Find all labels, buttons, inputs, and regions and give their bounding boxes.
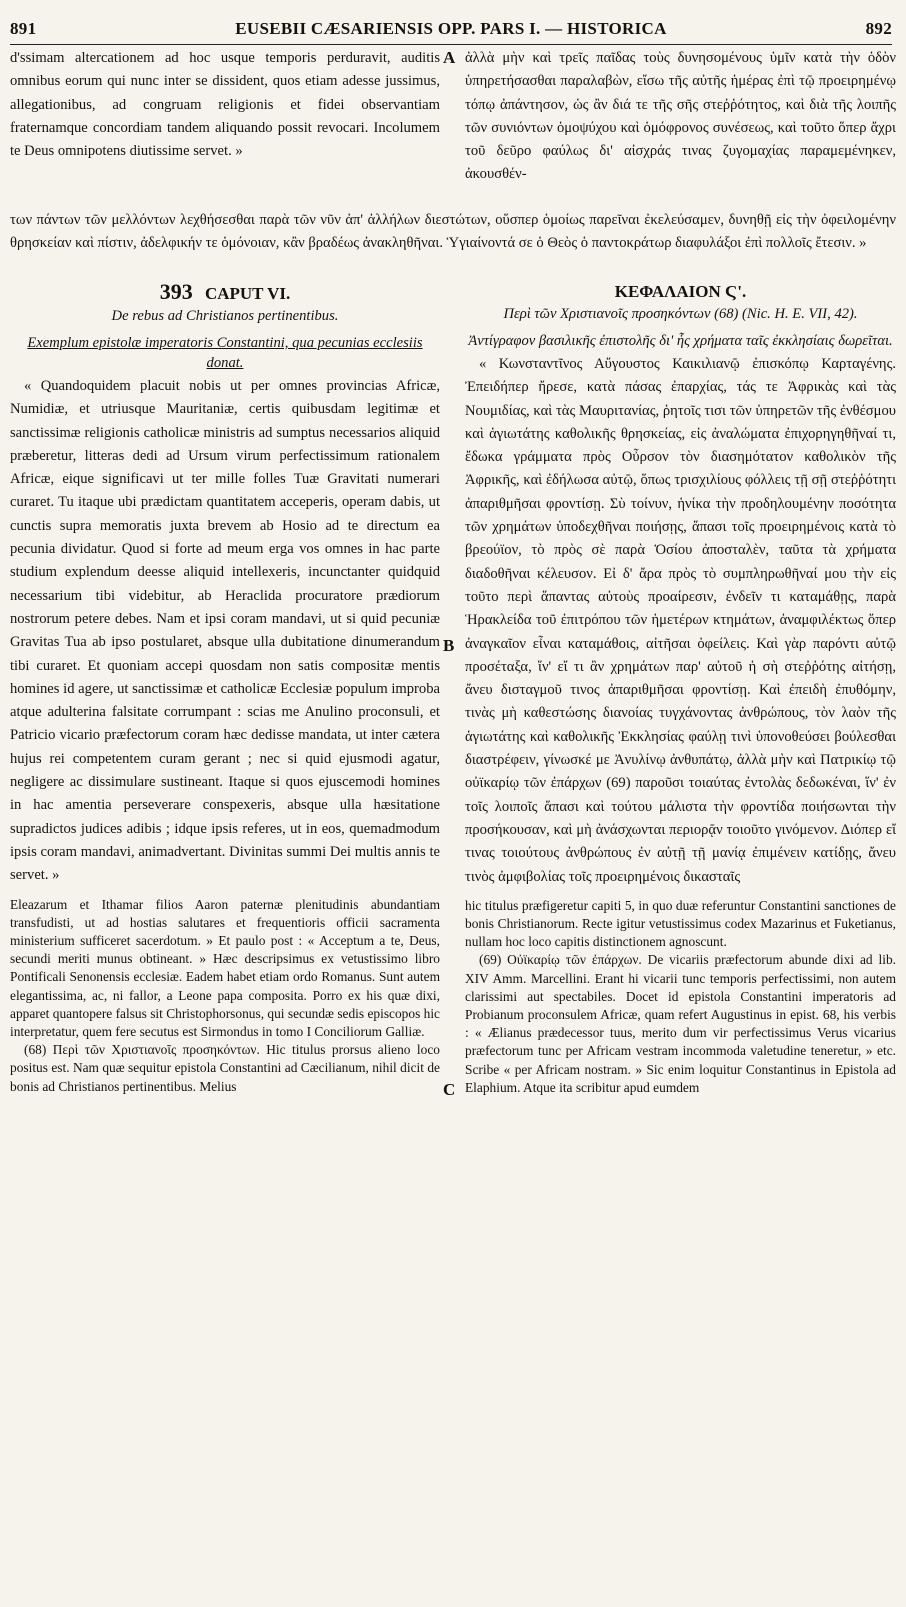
greek-continuation-text: ἀλλὰ μὴν καὶ τρεῖς παῖδας τοὺς δυνησομένους ὑμῖν κατὰ τὴν ὁδὸν ὑπηρετήσασθαι παραλαβὼν, εἴσω τῆς αὐτῆς ἡμέρας ἐπὶ τῷ προειρημένῳ τόπῳ ἀπάντησον, ὡς ἂν διά τε τῆς σῆς στεῤῥότητος, καὶ διὰ τῆς λοιπῆς τῶν συνιόντων ὁμοψύχου καὶ ὁμόφρονος συνέσεως, καὶ τοῦτο ὅπερ ἄχρι τοῦ δεῦρο φαύλως δι' αἰσχράς τινας ζυγομαχίας παραμεμένηκεν, ἀκουσθέν- xyxy=(465,50,896,183)
greek-column xyxy=(465,280,896,1097)
greek-chapter-heading: ΚΕΦΑΛΑΙΟΝ Ϛ'. xyxy=(614,282,747,301)
running-header xyxy=(10,14,892,45)
latin-chapter-heading xyxy=(10,280,440,306)
running-title: EUSEBII CÆSARIENSIS OPP. PARS I. — HISTORICA xyxy=(235,19,667,38)
latin-epistle-paragraph: « Quandoquidem placuit nobis ut per omnes provincias Africæ, Numidiæ, et utriusque Mauritaniæ, certis quibusdam legitimæ et sanctissimæ religionis catholicæ ministris ad sumptus necessarios aliquid præberetur, litteras dedi ad Ursum virum perfectissimum rationalem Africæ, eique significavi ut ter mille folles Tuæ Gravitati numerari curaret. Tu itaque ubi prædictam quantitatem acceperis, operam dabis, ut cunctis supra memoratis juxta brevem ab Hosio ad te directum ea pecunia dividatur. Quod si forte ad meum erga vos omnes in hac parte studium explendum deesse aliquid intellexeris, incunctanter quidquid necessarium tibi videbitur, ab Heraclida procuratore prædiorum nostrorum petere debes. Nam et ipsi coram mandavi, ut si quid pecuniæ Gravitas Tua ab ipso postularet, absque ulla dubitatione dinumerandum tibi curaret. Et quoniam accepi quosdam non satis compositæ mentis homines id agere, ut sanctissimæ et catholicæ Ecclesiæ populum improba atque adulterina falsitate corrumpant : scias me Anulino proconsuli, et Patricio vicario præfectorum coram hæc dedisse mandata, ut inter cætera hujus rei competentem curam gerant ; nec si quid ejusmodi agatur, negligere ac dissimulare sustineant. Itaque si quos ejuscemodi homines in hac amentia perseverare conspexeris, absque ulla hæsitatione supradictos judices adibis ; idque ipsis referes, ut in eos, quemadmodum ipsis coram mandavi, animadvertant. Divinitas summi Dei multis annis te servet. » xyxy=(10,378,440,884)
greek-chapter-subtitle: Περὶ τῶν Χριστιανοῖς προσηκόντων (68) (Nic. H. E. VII, 42). xyxy=(503,306,858,322)
page-number-right: 892 xyxy=(865,19,892,38)
footnote-paragraph: Eleazarum et Ithamar filios Aaron paternæ plenitudinis abundantiam transfudisti, ut ad hostias salutares et frequentioris officii sacramenta ministerium sufficeret sacerdotum. » Et paulo post : « Acceptum a te, Deus, secundi meriti munus obtineant. » Hæc descripsimus ex vetustissimo libro Pontificali Senonensis ecclesiæ. Eadem habet etiam ordo Romanus. Sunt autem elegantissima, ac, ni fallor, a Leone papa composita. Porro ex his quæ dixi, apparet quantopere falsus sit Christophorsonus, qui secundæ sedis episcopos hic interpretatur, quem fere secutus est Sirmondus in tomo I Conciliorum Galliæ. xyxy=(10,896,440,1039)
latin-chapter-subtitle: De rebus ad Christianos pertinentibus. xyxy=(111,308,339,324)
latin-continuation xyxy=(10,47,440,163)
latin-chapter-title: CAPUT VI. xyxy=(204,284,291,303)
footnote-paragraph: (69) Οὐϊκαρίῳ τῶν ἐπάρχων. De vicariis præfectorum abunde dixi ad lib. XIV Amm. Marcellini. Erant hi vicarii tunc temporis perfectissimi, non autem clarissimi aut spectabiles. Docet id epistola Constantini imperatoris ad Probianum proconsulem Africæ, quam refert Augustinus in epist. 68, his verbis : « Ælianus prædecessor tuus, merito dum vir perfectissimus Verus vicarius præfectorum tunc per Africam vestram incommoda valetudine teneretur, » etc. Scribe « per Africam nostram. » Sic enim loquitur Constantinus in Epistola ad Elaphium. Atque ita scribitur apud eumdem xyxy=(465,952,896,1095)
footnote-paragraph: hic titulus præfigeretur capiti 5, in quo duæ referuntur Constantini sanctiones de bonis Christianorum. Recte igitur vetustissimus codex Mazarinus et Fuketianus, nullam hoc loco capitis distinctionem agnoscunt. xyxy=(465,897,896,950)
greek-epistle-paragraph: « Κωνσταντῖνος Αὔγουστος Καικιλιανῷ ἐπισκόπῳ Καρταγένης. Ἐπειδήπερ ἤρεσε, κατὰ πάσας ἐπαρχίας, τάς τε Ἀφρικὰς καὶ τὰς Νουμιδίας, καὶ τὰς Μαυριτανίας, ῥητοῖς τισι τῶν ὑπηρετῶν τῆς ἐνθέσμου καὶ ἁγιωτάτης καθολικῆς θρησκείας, εἰς ἀναλώματα ἐπιχορηγηθῆναί τι, ἔδωκα γράμματα πρὸς Οὖρσον τὸν διασημότατον καθολικὸν τῆς Ἀφρικῆς, καὶ ἐδήλωσα αὐτῷ, ὅπως τρισχιλίους φόλλεις τῇ σῇ στεῤῥότητι ἀπαριθμῆσαι φροντίσῃ. Σὺ τοίνυν, ἡνίκα τὴν προδηλουμένην ποσότητα τῶν χρημάτων ὑποδεχθῆναι ποιήσῃς, ἅπασι τοῖς προειρημένοις κατὰ τὸ βρεούϊον, τὸ πρὸς σὲ παρὰ Ὁσίου ἀποσταλὲν, ταῦτα τὰ χρήματα διαδοθῆναι κέλευσον. Εἰ δ' ἄρα πρὸς τὸ συμπληρωθῆναί μου τὴν εἰς τοῦτο περὶ ἅπαντας αὐτοὺς προαίρεσιν, ἐνδεῖν τι καταμάθῃς, παρὰ Ἡρακλείδα τοῦ ἐπιτρόπου τῶν ἡμετέρων κτημάτων, ἀναμφιλέκτως ὅπερ ἀναγκαῖον εἶναι καταμάθοις, αἰτῆσαι ὀφείλεις. Καὶ γὰρ παρόντι αὐτῷ προσέταξα, ἵν' εἴ τι ἂν χρημάτων παρ' αὐτοῦ ἡ σὴ στεῤῥότης αἰτήσῃ, ἄνευ δισταγμοῦ τινος ἀπαριθμῆσαι φροντίσῃ. Καὶ ἐπειδὴ ἐπυθόμην, τινὰς μὴ καθεστώσης διανοίας τυγχάνοντας ἀνθρώπους, τὸν λαὸν τῆς ἁγιωτάτης καὶ καθολικῆς Ἐκκλησίας φαύλῃ τινὶ ὑπονοθεύσει βούλεσθαι διαστρέφειν, γίνωσκέ με Ἀνυλίνῳ ἀνθυπάτῳ, ἀλλὰ μὴν καὶ Πατρικίῳ τῷ οὐϊκαρίῳ τῶν ἐπάρχων (69) παροῦσι τοιαύτας ἐντολὰς δεδωκέναι, ἵν' ἐν τοῖς λοιποῖς ἅπασι καὶ τούτου μάλιστα τὴν φροντίδα ποιήσωνται τὴν προσήκουσαν, καὶ μὴ ἀνάσχωνται περιορᾷν τοιοῦτο γινόμενον. Διόπερ εἴ τινας τοιούτους ἀνθρώπους ἐν αὐτῇ τῇ μανίᾳ ἐπιμένειν κατίδῃς, ἄνευ τινὸς ἀμφιβολίας τοῖς προειρημένοις δικασταῖς xyxy=(465,356,896,885)
latin-epistle-body xyxy=(10,375,440,888)
greek-continuation xyxy=(465,47,896,187)
margin-marker-b: B xyxy=(443,636,455,655)
page-number-left: 891 xyxy=(10,19,37,38)
latin-continuation-text: d'ssimam altercationem ad hoc usque temporis perduravit, auditis omnibus eorum qui nunc inter se dissident, quos etiam adesse jussimus, allegationibus, ad congruam religionis et fidei observantiam fraternamque concordiam tandem aliquando possit revocari. Incolumem te Deus omnipotens diutissime servet. » xyxy=(10,50,440,160)
greek-full-width-text: των πάντων τῶν μελλόντων λεχθήσεσθαι παρὰ τῶν νῦν ἀπ' ἀλλήλων διεστώτων, οὕσπερ ὁμοίως παρεῖναι ἐκελεύσαμεν, δυνηθῇ εἰς τὴν ὀφειλομένην θρησκείαν καὶ πίστιν, ἀδελφικήν τε ὁμόνοιαν, κἂν βραδέως ἀνακληθῆναι. Ὑγιαίνοντά σε ὁ Θεὸς ὁ παντοκράτωρ διαφυλάξοι ἐπὶ πολλοῖς ἔτεσιν. » xyxy=(10,212,896,252)
latin-column xyxy=(10,280,440,1096)
footnote-paragraph: (68) Περὶ τῶν Χριστιανοῖς προσηκόντων. Hic titulus prorsus alieno loco positus est. Nam quæ sequitur epistola Constantini ad Cæcilianum, nihil dicit de bonis ad Christianos pertinentibus. Melius xyxy=(10,1042,440,1094)
margin-marker-c: C xyxy=(443,1080,456,1099)
latin-epistle-title: Exemplum epistolæ imperatoris Constantini, qua pecunias ecclesiis donat. xyxy=(27,335,423,371)
chapter-margin-number: 393 xyxy=(159,279,193,304)
greek-footnotes xyxy=(465,897,896,1097)
greek-epistle-title: Ἀντίγραφον βασιλικῆς ἐπιστολῆς δι' ἧς χρήματα ταῖς ἐκκλησίαις δωρεῖται. xyxy=(468,333,893,349)
margin-marker-a: A xyxy=(443,48,456,67)
greek-epistle-body xyxy=(465,353,896,889)
latin-footnotes xyxy=(10,896,440,1096)
greek-full-width-line xyxy=(10,209,896,256)
